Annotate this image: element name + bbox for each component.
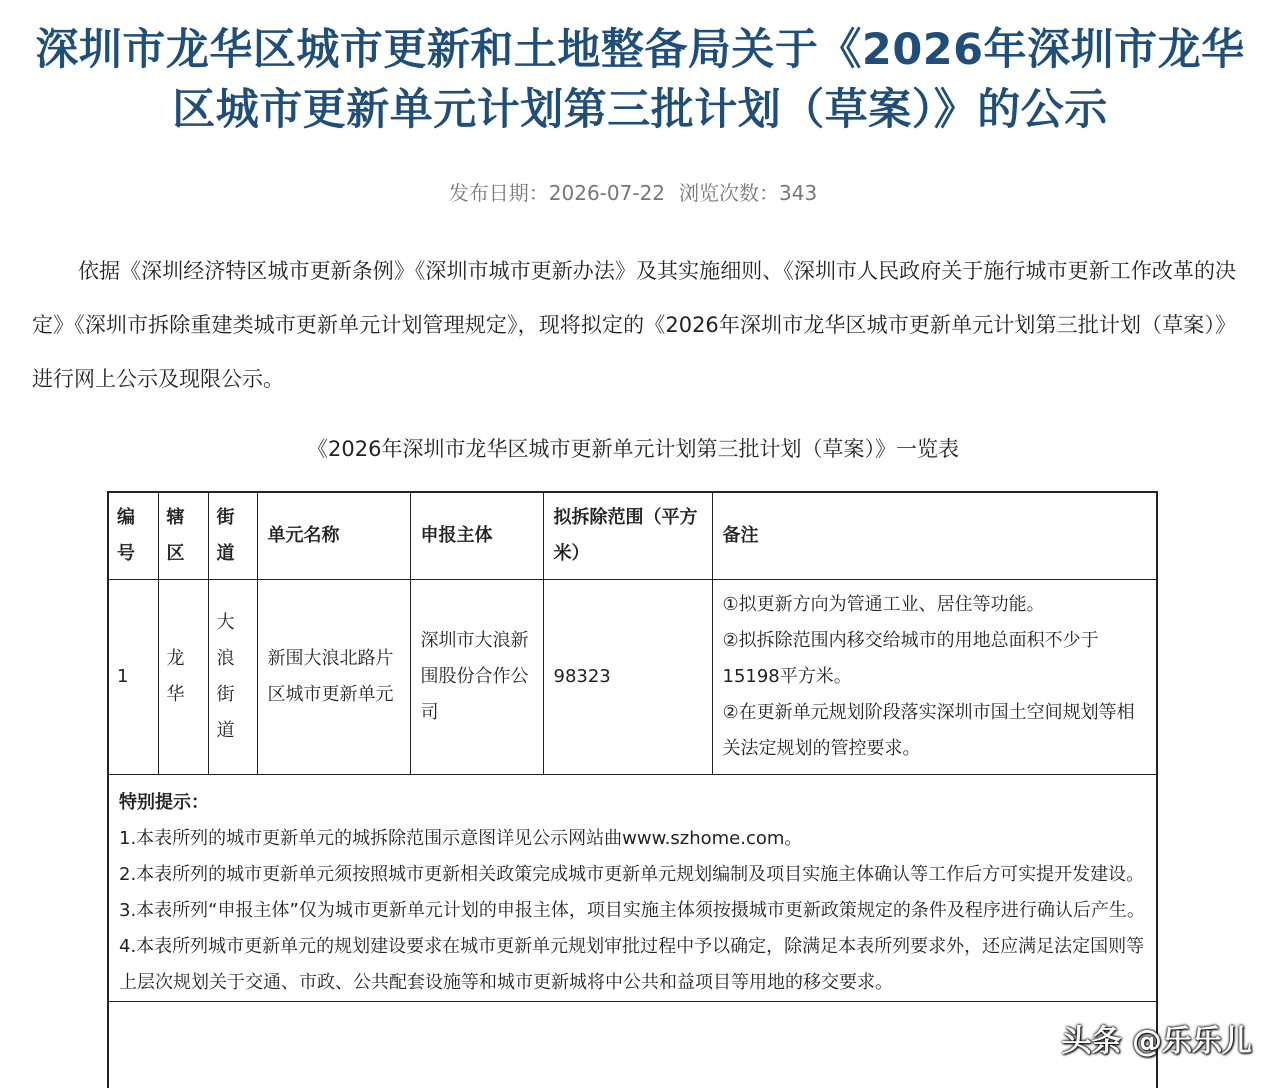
header-no: 编号: [109, 493, 158, 580]
cell-applicant: 深圳市大浪新围股份合作公司: [410, 580, 543, 775]
header-street: 街道: [208, 493, 257, 580]
publish-date-label: 发布日期：: [448, 181, 549, 205]
note-item: 2.本表所列的城市更新单元须按照城市更新相关政策完成城市更新单元规划编制及项目实施主体确认等工作后方可实提开发建设。: [119, 864, 1145, 885]
header-remarks: 备注: [712, 493, 1158, 580]
notes-row: [109, 775, 1158, 1002]
view-count-label: 浏览次数：: [679, 181, 780, 205]
header-district: 辖区: [158, 493, 208, 580]
table-header-row: [109, 493, 1158, 580]
article-title: 深圳市龙华区城市更新和土地整备局关于《2026年深圳市龙华区城市更新单元计划第三批计划（草案）》的公示: [35, 25, 1245, 135]
table-row: [109, 580, 1158, 775]
header-applicant: 申报主体: [410, 493, 543, 580]
cell-district: 龙华: [158, 580, 208, 775]
table-caption: 《2026年深圳市龙华区城市更新单元计划第三批计划（草案）》一览表: [307, 437, 959, 461]
remark-item: ①拟更新方向为管通工业、居住等功能。: [722, 594, 1045, 615]
remark-item: ②在更新单元规划阶段落实深圳市国土空间规划等相关法定规划的管控要求。: [722, 702, 1135, 759]
cell-no: 1: [109, 580, 158, 775]
watermark: 头条 @乐乐儿: [1061, 1024, 1252, 1059]
plan-table-container: [107, 491, 1158, 1088]
cell-unit-name: 新围大浪北路片区城市更新单元: [257, 580, 410, 775]
note-item: 1.本表所列的城市更新单元的城拆除范围示意图详见公示网站曲www.szhome.com。: [119, 828, 803, 849]
cell-street: 大浪街道: [208, 580, 257, 775]
note-item: 3.本表所列“申报主体”仅为城市更新单元计划的申报主体，项目实施主体须按摄城市更新政策规定的条件及程序进行确认后产生。: [119, 900, 1145, 921]
cell-demolition-area: 98323: [543, 580, 712, 775]
header-unit-name: 单元名称: [257, 493, 410, 580]
article-meta: [0, 178, 1266, 208]
header-demolition-area: 拟拆除范围（平方米）: [543, 493, 712, 580]
intro-paragraph: 依据《深圳经济特区城市更新条例》《深圳市城市更新办法》及其实施细则、《深圳市人民政府关于施行城市更新工作改革的决定》《深圳市拆除重建类城市更新单元计划管理规定》，现将拟定的《2026年深圳市龙华区城市更新单元计划第三批计划（草案）》进行网上公示及现限公示。: [32, 259, 1236, 391]
note-item: 4.本表所列城市更新单元的规划建设要求在城市更新单元规划审批过程中予以确定，除满足本表所列要求外，还应满足法定国则等上层次规划关于交通、市政、公共配套设施等和城市更新城将中公共和益项目等用地的移交要求。: [119, 936, 1145, 993]
publish-date: 2026-07-22: [548, 181, 666, 205]
cell-remarks: [712, 580, 1158, 775]
view-count: 343: [779, 181, 818, 205]
notes-heading: 特别提示：: [119, 792, 209, 813]
plan-table: [109, 493, 1158, 1002]
notes-cell: [109, 775, 1158, 1002]
remark-item: ②拟拆除范围内移交给城市的用地总面积不少于15198平方米。: [722, 630, 1099, 687]
